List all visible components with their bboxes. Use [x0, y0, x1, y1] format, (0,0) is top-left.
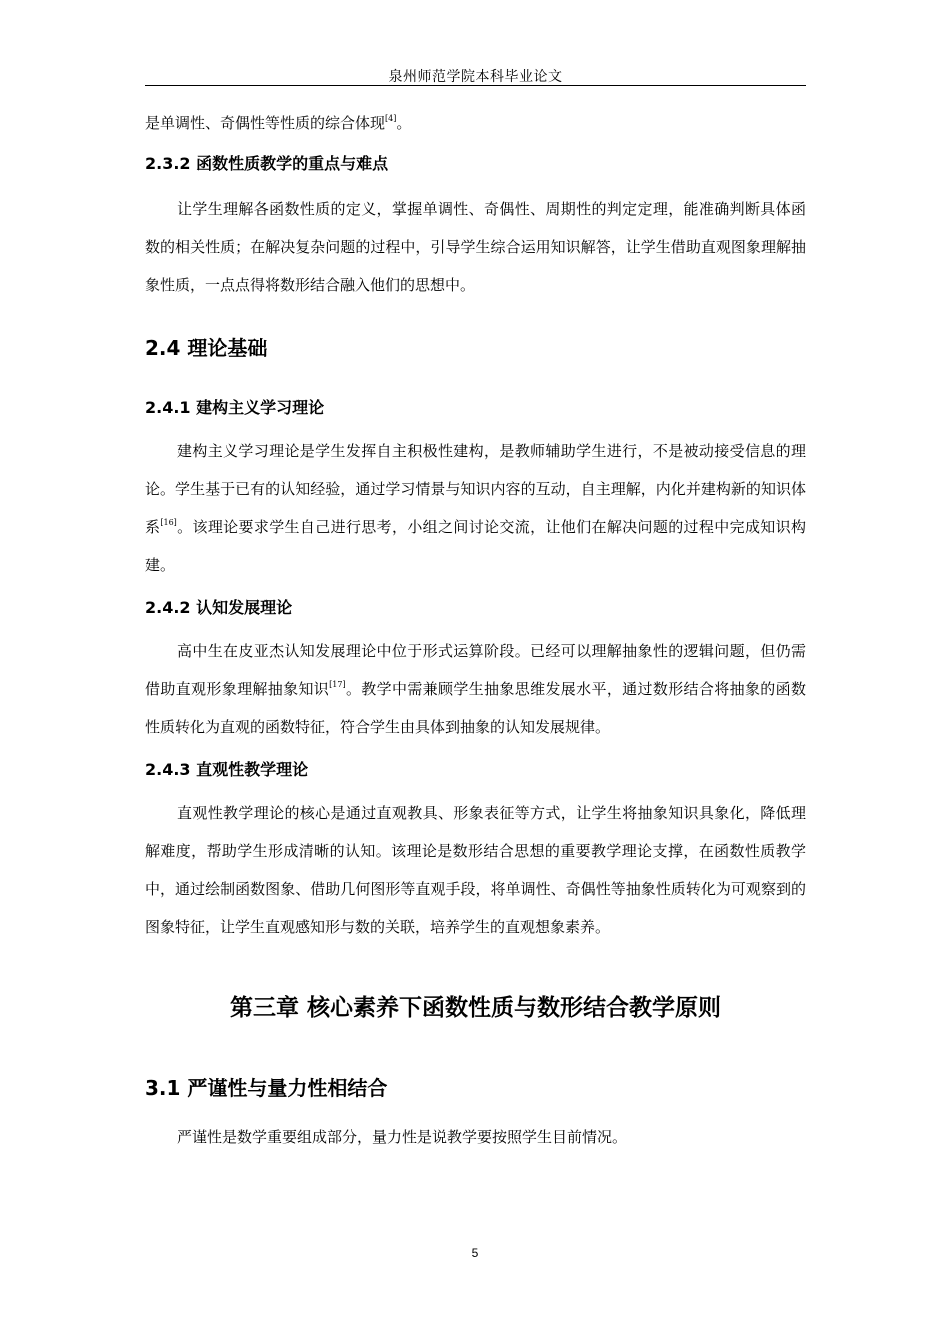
- paragraph-cognitive-development: [145, 632, 806, 746]
- heading-2-4-2: 2.4.2 认知发展理论: [145, 598, 293, 617]
- running-header: 泉州师范学院本科毕业论文: [388, 69, 563, 85]
- paragraph-intuitive-teaching: 直观性教学理论的核心是通过直观教具、形象表征等方式，让学生将抽象知识具象化，降低理解难度，帮助学生形成清晰的认知。该理论是数形结合思想的重要教学理论支撑，在函数性质教学中，通过绘制函数图象、借助几何图形等直观手段，将单调性、奇偶性等抽象性质转化为可观察到的图象特征，让学生直观感知形与数的关联，培养学生的直观想象素养。: [145, 804, 806, 936]
- page-body: [145, 104, 806, 1156]
- citation: [4]: [385, 114, 397, 123]
- citation: [16]: [160, 518, 177, 527]
- citation: [17]: [329, 680, 346, 689]
- paragraph-key-points: 让学生理解各函数性质的定义，掌握单调性、奇偶性、周期性的判定定理，能准确判断具体函数的相关性质；在解决复杂问题的过程中，引导学生综合运用知识解答，让学生借助直观图象理解抽象性质，一点点得将数形结合融入他们的思想中。: [145, 200, 806, 294]
- heading-2-4-1: 2.4.1 建构主义学习理论: [145, 398, 325, 417]
- chapter-title: 第三章 核心素养下函数性质与数形结合教学原则: [229, 995, 721, 1021]
- header-rule: [145, 85, 806, 86]
- heading-2-4: 2.4 理论基础: [145, 336, 268, 360]
- paragraph-text: 是单调性、奇偶性等性质的综合体现: [145, 114, 386, 132]
- paragraph-text: 建构主义学习理论是学生发挥自主积极性建构，是教师辅助学生进行，不是被动接受信息的理论。学生基于已有的认知经验，通过学习情景与知识内容的互动，自主理解，内化并建构新的知识体系: [145, 442, 806, 536]
- heading-2-3-2: 2.3.2 函数性质教学的重点与难点: [145, 154, 389, 173]
- paragraph-rigor: 严谨性是数学重要组成部分，量力性是说教学要按照学生目前情况。: [177, 1128, 628, 1146]
- heading-3-1: 3.1 严谨性与量力性相结合: [145, 1076, 388, 1100]
- heading-2-4-3: 2.4.3 直观性教学理论: [145, 760, 309, 779]
- paragraph-continued: [145, 104, 806, 142]
- page-number: 5: [471, 1246, 479, 1260]
- paragraph-text: 。该理论要求学生自己进行思考，小组之间讨论交流，让他们在解决问题的过程中完成知识构建。: [145, 518, 806, 574]
- paragraph-text: 。: [396, 114, 412, 132]
- paragraph-text: 高中生在皮亚杰认知发展理论中位于形式运算阶段。已经可以理解抽象性的逻辑问题，但仍需借助直观形象理解抽象知识: [145, 642, 806, 698]
- paragraph-constructivism: [145, 432, 806, 584]
- paragraph-text: 。教学中需兼顾学生抽象思维发展水平，通过数形结合将抽象的函数性质转化为直观的函数特征，符合学生由具体到抽象的认知发展规律。: [145, 680, 806, 736]
